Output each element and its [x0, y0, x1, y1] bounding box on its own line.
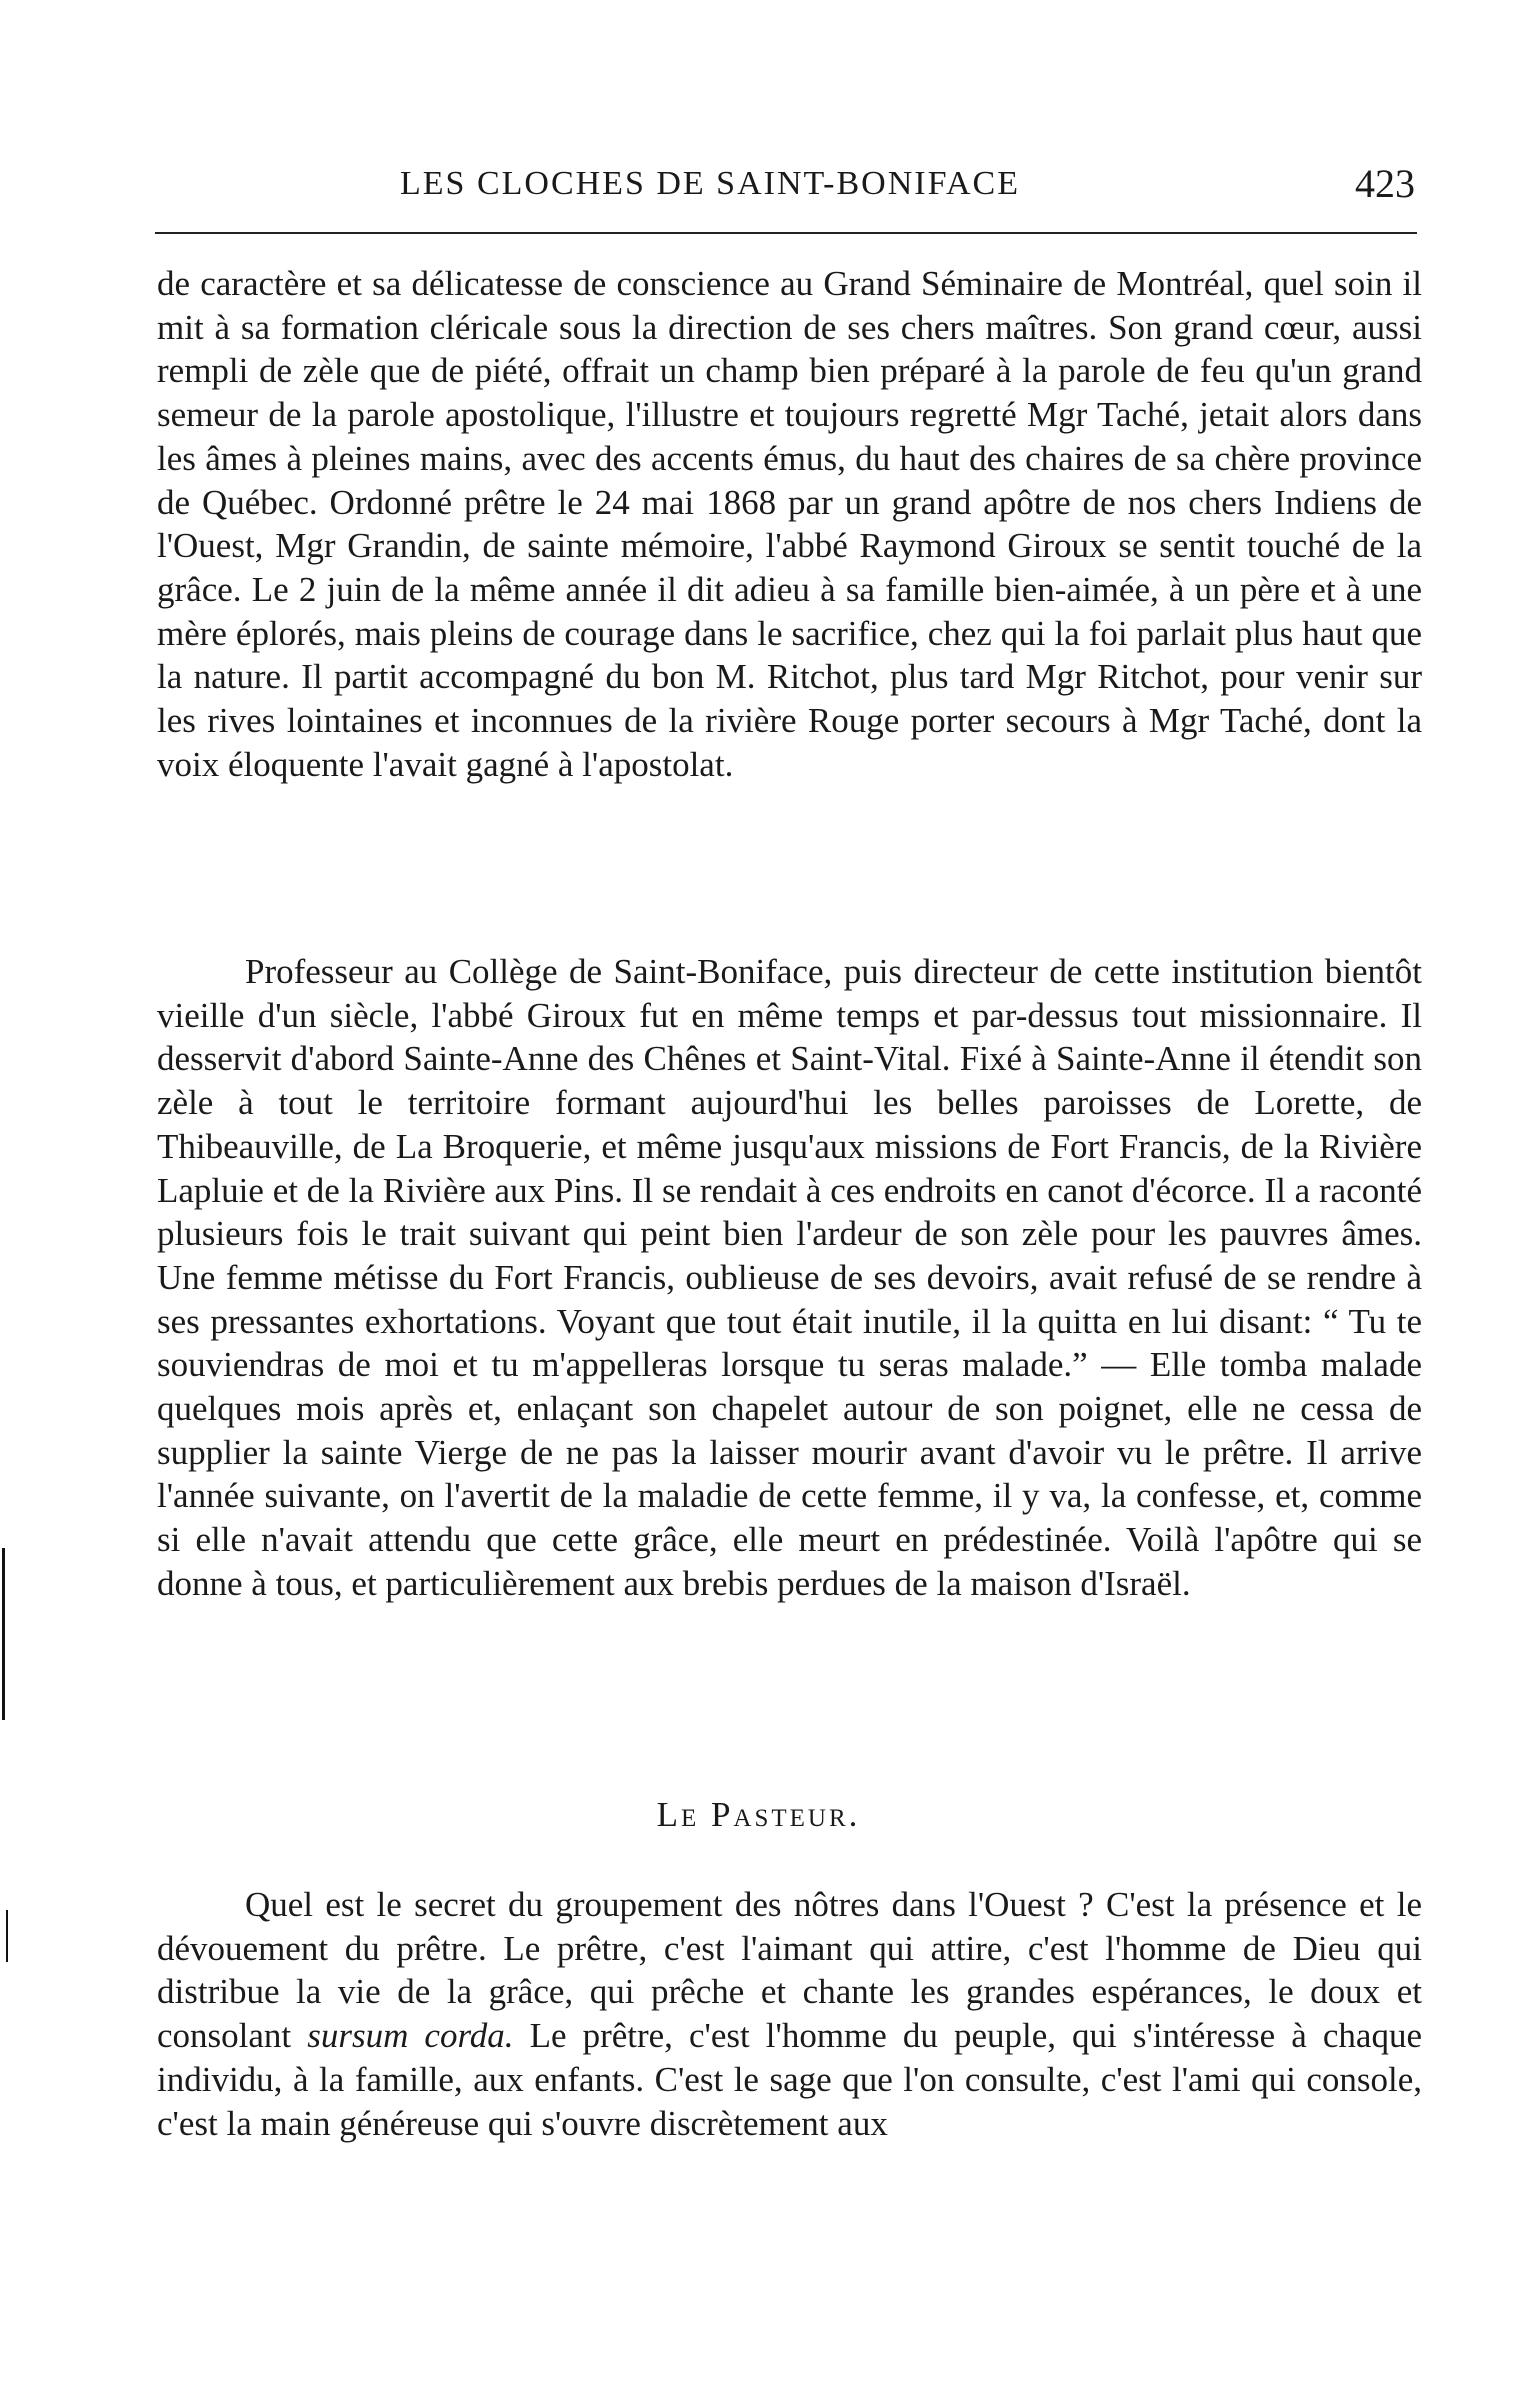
- page-number: 423: [1355, 161, 1415, 206]
- header-rule: [155, 232, 1417, 234]
- paragraph-text-part-2: Le prêtre, c'est l'homme du peuple, qui s'intéresse à chaque individu, à la famille, aux enfants. C'est le sage que l'on consulte, c'est l'ami qui console, c'est la main généreuse qui s'ouvre discrètement aux: [157, 2016, 1422, 2143]
- italic-phrase: sursum corda.: [307, 2016, 514, 2056]
- paragraph-giroux-missionary: Professeur au Collège de Saint-Boniface, puis directeur de cette institution bientôt vieille d'un siècle, l'abbé Giroux fut en même temps et par-dessus tout missionnaire. Il desservit d'abord Sainte-Anne des Chênes et Saint-Vital. Fixé à Sainte-Anne il étendit son zèle à tout le territoire formant aujourd'hui les belles paroisses de Lorette, de Thibeauville, de La Broquerie, et même jusqu'aux missions de Fort Francis, de la Rivière Lapluie et de la Rivière aux Pins. Il se rendait à ces endroits en canot d'écorce. Il a raconté plusieurs fois le trait suivant qui peint bien l'ardeur de son zèle pour les pauvres âmes. Une femme métisse du Fort Francis, oublieuse de ses devoirs, avait refusé de se rendre à ses pressantes exhortations. Voyant que tout était inutile, il la quitta en lui disant: “ Tu te souviendras de moi et tu m'appelleras lorsque tu seras malade.” — Elle tomba malade quelques mois après et, enlaçant son chapelet autour de son poignet, elle ne cessa de supplier la sainte Vierge de ne pas la laisser mourir avant d'avoir vu le prêtre. Il arrive l'année suivante, on l'avertit de la maladie de cette femme, il y va, la confesse, et, comme si elle n'avait attendu que cette grâce, elle meurt en prédestinée. Voilà l'apôtre qui se donne à tous, et particulièrement aux brebis perdues de la maison d'Israël.: [157, 952, 1422, 1603]
- running-header: LES CLOCHES DE SAINT-BONIFACE: [400, 165, 1020, 202]
- scan-edge-mark: [6, 1910, 8, 1962]
- paragraph-le-pasteur: [157, 1883, 1422, 2145]
- scan-edge-mark: [2, 1548, 5, 1720]
- paragraph-text-part-1: Quel est le secret du groupement des nôtres dans l'Ouest ? C'est la présence et le dévouement du prêtre. Le prêtre, c'est l'aimant qui attire, c'est l'homme de Dieu qui distribue la vie de la grâce, qui prêche et chante les grandes espérances, le doux et consolant: [157, 1885, 1422, 2056]
- section-title: Le Pasteur.: [656, 1795, 861, 1834]
- paragraph-continued: de caractère et sa délicatesse de conscience au Grand Séminaire de Montréal, quel soin il mit à sa formation cléricale sous la direction de ses chers maîtres. Son grand cœur, aussi rempli de zèle que de piété, offrait un champ bien préparé à la parole de feu qu'un grand semeur de la parole apostolique, l'illustre et toujours regretté Mgr Taché, jetait alors dans les âmes à pleines mains, avec des accents émus, du haut des chaires de sa chère province de Québec. Ordonné prêtre le 24 mai 1868 par un grand apôtre de nos chers Indiens de l'Ouest, Mgr Grandin, de sainte mémoire, l'abbé Raymond Giroux se sentit touché de la grâce. Le 2 juin de la même année il dit adieu à sa famille bien-aimée, à un père et à une mère éplorés, mais pleins de courage dans le sacrifice, chez qui la foi parlait plus haut que la nature. Il partit accompagné du bon M. Ritchot, plus tard Mgr Ritchot, pour venir sur les rives lointaines et inconnues de la rivière Rouge porter secours à Mgr Taché, dont la voix éloquente l'avait gagné à l'apostolat.: [157, 264, 1422, 784]
